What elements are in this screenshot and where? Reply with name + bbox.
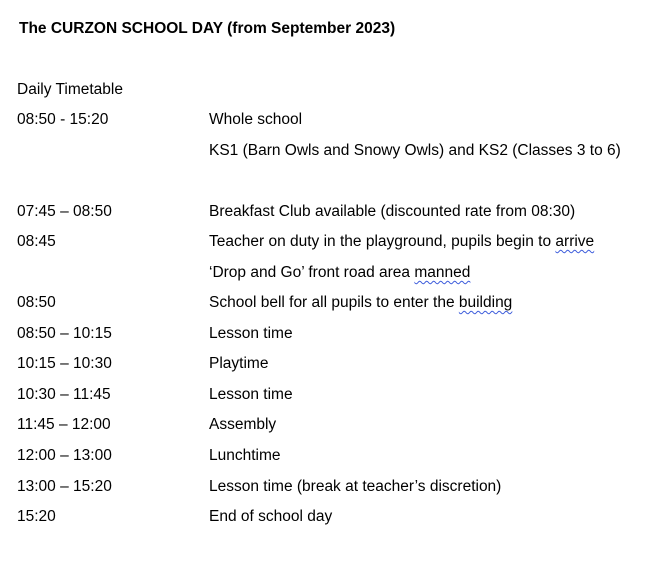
row-description: End of school day bbox=[209, 508, 333, 525]
row-description bbox=[209, 233, 594, 251]
row-description bbox=[209, 294, 512, 312]
row-description-text: Teacher on duty in the playground, pupils begin to bbox=[209, 233, 556, 250]
spellcheck-flagged-word: building bbox=[458, 294, 513, 311]
row-time: 12:00 – 13:00 bbox=[17, 447, 112, 464]
row-description: Playtime bbox=[209, 355, 269, 372]
row-time: 11:45 – 12:00 bbox=[17, 416, 111, 433]
timetable-heading: Daily Timetable bbox=[17, 81, 123, 98]
row-time: 08:50 bbox=[17, 294, 56, 311]
spellcheck-flagged-word: manned bbox=[414, 264, 471, 281]
spellcheck-flagged-word: arrive bbox=[555, 233, 595, 250]
row-time: 10:15 – 10:30 bbox=[17, 355, 112, 372]
row-description: Assembly bbox=[209, 416, 277, 433]
row-description-text: School bell for all pupils to enter the bbox=[209, 294, 459, 311]
row-time: 07:45 – 08:50 bbox=[17, 203, 112, 220]
row-time: 13:00 – 15:20 bbox=[17, 478, 112, 495]
row-description: Lesson time (break at teacher’s discretion) bbox=[209, 478, 502, 495]
row-description: Lunchtime bbox=[209, 447, 281, 464]
row-time: 08:50 – 10:15 bbox=[17, 325, 112, 342]
row-time: 10:30 – 11:45 bbox=[17, 386, 111, 403]
row-time: 08:50 - 15:20 bbox=[17, 111, 109, 128]
document-title: The CURZON SCHOOL DAY (from September 2023) bbox=[19, 20, 396, 37]
row-description bbox=[209, 264, 470, 282]
row-description: Lesson time bbox=[209, 325, 293, 342]
row-description-text: ‘Drop and Go’ front road area bbox=[209, 264, 415, 281]
row-description: Lesson time bbox=[209, 386, 293, 403]
row-description: Breakfast Club available (discounted rate from 08:30) bbox=[209, 203, 576, 220]
row-description: KS1 (Barn Owls and Snowy Owls) and KS2 (Classes 3 to 6) bbox=[209, 142, 621, 159]
row-description: Whole school bbox=[209, 111, 303, 128]
row-time: 15:20 bbox=[17, 508, 56, 525]
row-time: 08:45 bbox=[17, 233, 56, 250]
